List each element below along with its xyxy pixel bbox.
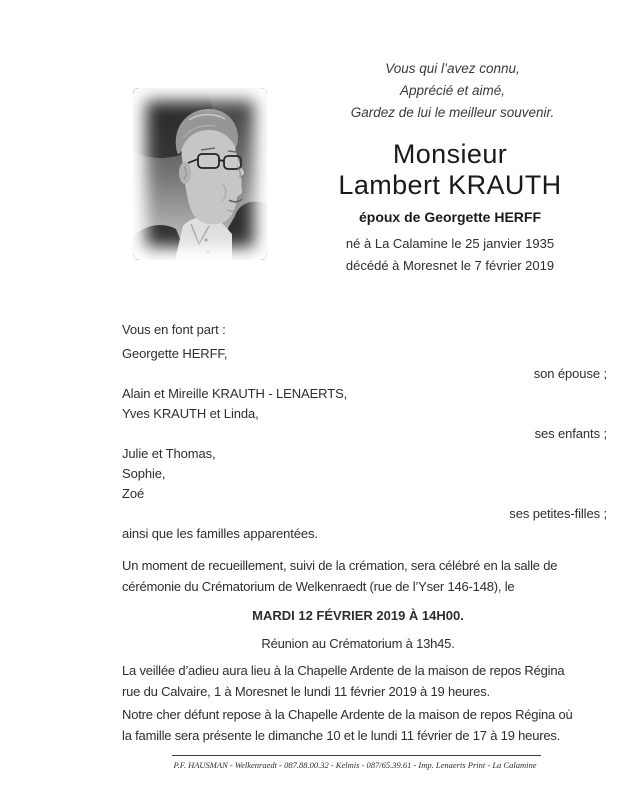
family-member-child-1: Alain et Mireille KRAUTH - LENAERTS, bbox=[122, 386, 348, 401]
death-line: décédé à Moresnet le 7 février 2019 bbox=[345, 258, 555, 273]
epigraph-line-3: Gardez de lui le meilleur souvenir. bbox=[350, 105, 555, 120]
family-member-wife: Georgette HERFF, bbox=[122, 346, 228, 361]
portrait-illustration bbox=[133, 88, 267, 260]
relation-children: ses enfants ; bbox=[534, 426, 607, 441]
birth-line: né à La Calamine le 25 janvier 1935 bbox=[345, 236, 555, 251]
deceased-title: Monsieur bbox=[392, 139, 508, 169]
spouse-line: époux de Georgette HERFF bbox=[358, 209, 542, 225]
repose-line-1: Notre cher défunt repose à la Chapelle Ardente de la maison de repos Régina où bbox=[122, 707, 573, 722]
vital-dates bbox=[270, 233, 630, 277]
family-member-grandchild-2: Sophie, bbox=[122, 466, 166, 481]
family-member-grandchild-3: Zoé bbox=[122, 486, 145, 501]
relation-wife: son épouse ; bbox=[533, 366, 607, 381]
family-announcement bbox=[122, 320, 607, 544]
deceased-masthead bbox=[270, 139, 630, 277]
repose-paragraph bbox=[122, 704, 594, 746]
vigil-paragraph bbox=[122, 660, 594, 702]
cremation-paragraph bbox=[122, 555, 594, 597]
announcement-intro: Vous en font part : bbox=[122, 322, 226, 337]
family-closing: ainsi que les familles apparentées. bbox=[122, 526, 318, 541]
portrait-photo bbox=[133, 88, 267, 260]
funeral-home-credit: P.F. HAUSMAN - Welkenraedt - 087.88.00.32 - Kelmis - 087/65.39.61 - Imp. Lenaerts Print - La Calamine bbox=[173, 760, 537, 770]
deceased-name: Lambert KRAUTH bbox=[338, 170, 562, 200]
footer-divider bbox=[172, 755, 541, 756]
relation-grandchildren: ses petites-filles ; bbox=[509, 506, 607, 521]
epigraph-line-1: Vous qui l’avez connu, bbox=[385, 61, 520, 76]
repose-line-2: la famille sera présente le dimanche 10 et le lundi 11 février de 17 à 19 heures. bbox=[122, 728, 561, 743]
epigraph bbox=[280, 58, 625, 124]
ceremony-date: MARDI 12 FÉVRIER 2019 À 14H00. bbox=[252, 608, 464, 623]
cremation-line-1: Un moment de recueillement, suivi de la crémation, sera célébré en la salle de bbox=[122, 558, 558, 573]
cremation-line-2: cérémonie du Crématorium de Welkenraedt (rue de l’Yser 146-148), le bbox=[122, 579, 515, 594]
family-member-child-2: Yves KRAUTH et Linda, bbox=[122, 406, 259, 421]
epigraph-line-2: Apprécié et aimé, bbox=[399, 83, 506, 98]
ceremony-details bbox=[122, 555, 594, 746]
family-member-grandchild-1: Julie et Thomas, bbox=[122, 446, 216, 461]
vigil-line-1: La veillée d’adieu aura lieu à la Chapelle Ardente de la maison de repos Régina bbox=[122, 663, 565, 678]
vigil-line-2: rue du Calvaire, 1 à Moresnet le lundi 11 février 2019 à 19 heures. bbox=[122, 684, 490, 699]
meeting-time: Réunion au Crématorium à 13h45. bbox=[261, 636, 455, 651]
